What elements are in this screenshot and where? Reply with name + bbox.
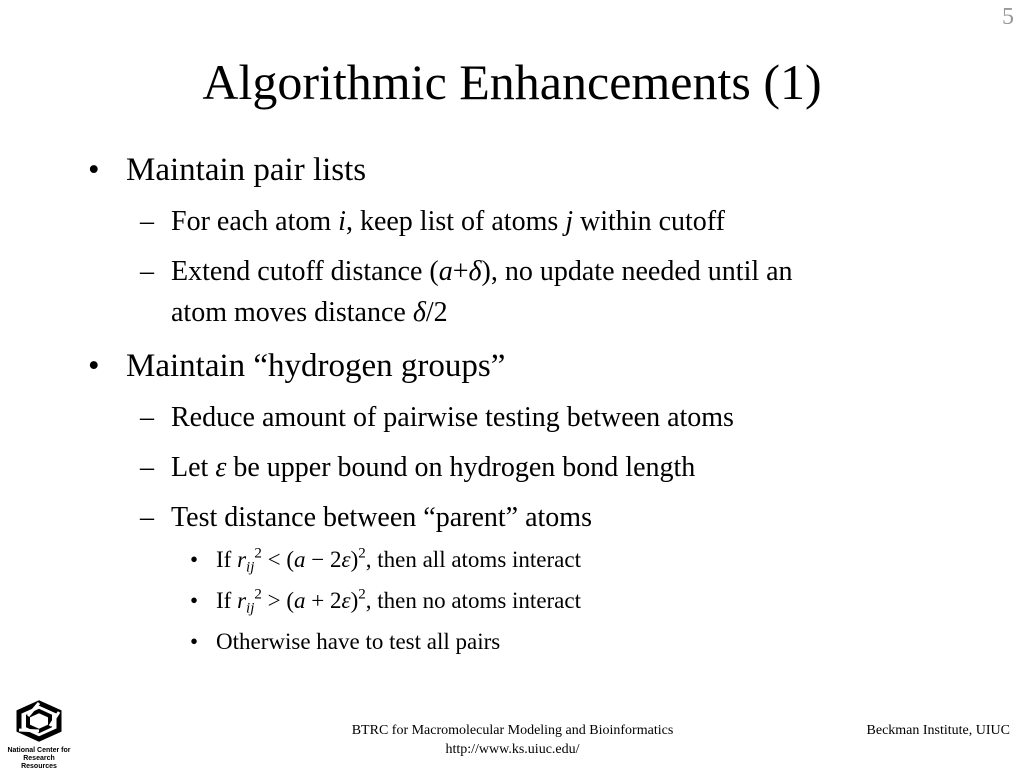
subsubbullet-text: If $r_{ij}^2 < (a - 2\varepsilon)^2$, then all atoms interact [216, 545, 581, 576]
bullet-maintain-pair-lists [88, 150, 366, 190]
footer-url: http://www.ks.uiuc.edu/ [445, 742, 580, 757]
subbullet-text: Extend cutoff distance (a+δ), no update needed until an atom moves distance δ/2 [171, 256, 793, 328]
footer-institute: Beckman Institute, UIUC [866, 723, 1010, 738]
subbullet-extend-cutoff [140, 251, 960, 333]
bullet-text: Maintain pair lists [126, 152, 367, 188]
bullet-hydrogen-groups [88, 346, 505, 386]
bullet-symbol: • [88, 348, 100, 384]
bullet-symbol: • [190, 629, 199, 654]
bullet-text: Maintain “hydrogen groups” [126, 348, 506, 384]
subsubbullet-no-interact [190, 586, 581, 616]
subbullet-test-parent [140, 497, 960, 538]
subsubbullet-text: Otherwise have to test all pairs [216, 629, 501, 654]
footer-center [300, 721, 725, 759]
ncrr-logo [6, 700, 72, 771]
dash-symbol: – [140, 502, 154, 533]
subbullet-text: For each atom i, keep list of atoms j within cutoff [171, 206, 725, 237]
page-number: 5 [1002, 4, 1014, 30]
subsubbullet-all-interact [190, 545, 581, 575]
subbullet-text: Test distance between “parent” atoms [171, 502, 592, 533]
subbullet-keep-list [140, 201, 960, 242]
dash-symbol: – [140, 452, 154, 483]
ncrr-logo-icon [14, 700, 64, 742]
subbullet-text: Reduce amount of pairwise testing between atoms [171, 402, 734, 433]
bullet-symbol: • [190, 588, 199, 613]
slide-title: Algorithmic Enhancements (1) [202, 54, 822, 110]
subsubbullet-text: If $r_{ij}^2 > (a + 2\varepsilon)^2$, then no atoms interact [216, 586, 581, 617]
bullet-symbol: • [88, 152, 100, 188]
dash-symbol: – [140, 206, 154, 237]
subsubbullet-test-all [190, 627, 500, 657]
subbullet-reduce-testing [140, 397, 960, 438]
logo-text: National Center for Research Resources [7, 747, 71, 770]
bullet-symbol: • [190, 547, 199, 572]
dash-symbol: – [140, 256, 154, 287]
dash-symbol: – [140, 402, 154, 433]
subbullet-let-epsilon [140, 447, 960, 488]
subbullet-text: Let ε be upper bound on hydrogen bond length [171, 452, 696, 483]
footer-organization: BTRC for Macromolecular Modeling and Bioinformatics [351, 723, 674, 738]
